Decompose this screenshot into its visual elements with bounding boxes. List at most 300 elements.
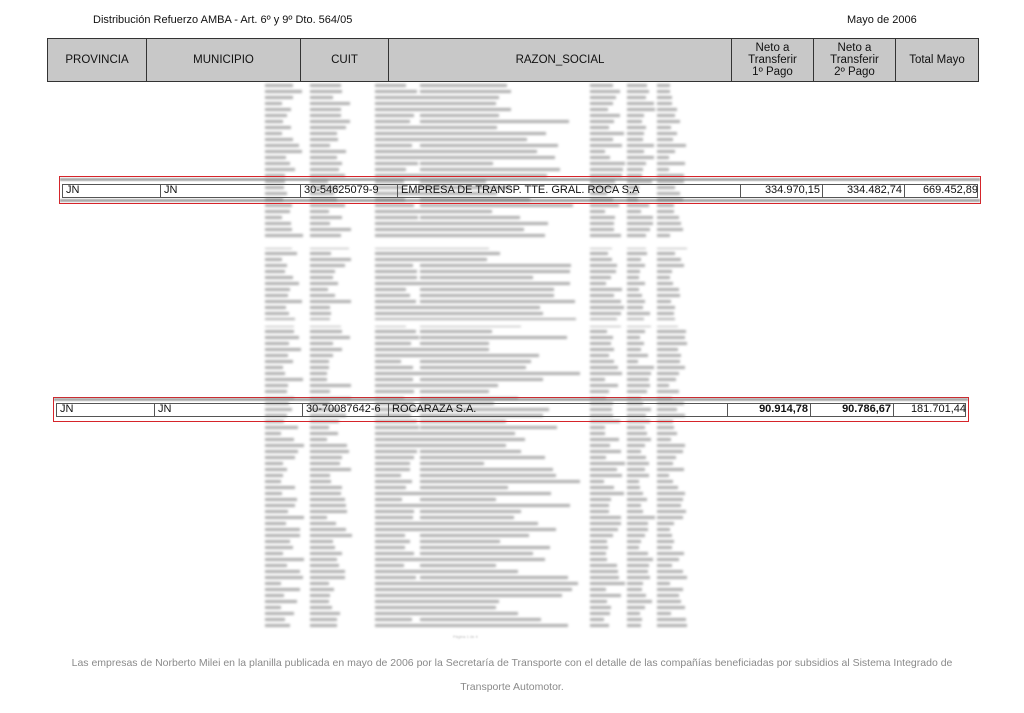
cell-neto-2: 90.786,67 xyxy=(810,404,895,416)
caption-line-1: Las empresas de Norberto Milei en la planilla publicada en mayo de 2006 por la Secretaría de Transporte con el detalle de las compañías beneficiadas por subsidios al Sistema Integrado de xyxy=(71,657,953,669)
scan-text-block xyxy=(265,150,302,153)
scan-text-block xyxy=(657,300,671,303)
scan-text-block xyxy=(310,348,342,351)
scan-row xyxy=(265,570,690,574)
scan-text-block xyxy=(590,486,614,489)
scan-text-block xyxy=(310,96,333,99)
scan-text-block xyxy=(627,138,643,141)
scan-text-block xyxy=(310,312,331,315)
scan-text-block xyxy=(627,144,654,147)
scan-text-block xyxy=(375,480,412,483)
scan-text-block xyxy=(310,270,335,273)
scan-text-block xyxy=(265,288,290,291)
scan-text-block xyxy=(420,96,499,99)
scan-text-block xyxy=(420,528,556,531)
scan-text-block xyxy=(265,114,287,117)
scan-text-block xyxy=(265,90,302,93)
scan-text-block xyxy=(265,156,286,159)
scan-row xyxy=(265,276,690,280)
scan-row xyxy=(265,228,690,232)
scan-text-block xyxy=(310,84,341,87)
image-caption xyxy=(0,651,1024,699)
scan-text-block xyxy=(265,330,294,333)
scan-text-block xyxy=(420,540,500,543)
scan-row xyxy=(265,444,690,448)
scan-text-block xyxy=(420,348,489,351)
scan-text-block xyxy=(657,90,670,93)
scan-text-block xyxy=(265,276,293,279)
scan-text-block xyxy=(590,282,606,285)
scan-text-block xyxy=(627,222,653,225)
scan-row xyxy=(265,492,690,496)
scan-text-block xyxy=(375,288,406,291)
header-neto-2-line-a: Neto a xyxy=(837,42,872,54)
scan-text-block xyxy=(310,108,341,111)
scan-row xyxy=(265,552,690,556)
scan-text-block xyxy=(627,156,654,159)
scan-text-block xyxy=(420,330,492,333)
scan-text-block xyxy=(265,558,304,561)
scan-text-block xyxy=(420,594,562,597)
scan-text-block xyxy=(590,444,610,447)
scan-text-block xyxy=(590,138,613,141)
scan-text-block xyxy=(375,348,422,351)
scan-text-block xyxy=(420,498,496,501)
scan-text-block xyxy=(420,168,560,171)
scan-text-block xyxy=(590,516,621,519)
scan-text-block xyxy=(590,606,611,609)
scan-text-block xyxy=(310,336,350,339)
scan-text-block xyxy=(375,474,401,477)
scan-text-block xyxy=(590,534,613,537)
scan-separator xyxy=(265,320,690,326)
scan-text-block xyxy=(590,108,608,111)
scan-row xyxy=(265,90,690,94)
scan-row xyxy=(265,84,690,88)
scan-text-block xyxy=(627,534,645,537)
cell-total: 669.452,89 xyxy=(904,185,982,197)
scan-text-block xyxy=(375,84,406,87)
scan-text-block xyxy=(310,504,346,507)
scan-text-block xyxy=(420,570,518,573)
scan-text-block xyxy=(265,258,282,261)
scan-text-block xyxy=(310,534,352,537)
scan-text-block xyxy=(375,534,405,537)
scan-text-block xyxy=(420,444,506,447)
scan-text-block xyxy=(590,528,618,531)
scan-text-block xyxy=(420,546,550,549)
scan-row xyxy=(265,270,690,274)
scan-text-block xyxy=(265,480,281,483)
scan-text-block xyxy=(265,492,282,495)
scan-text-block xyxy=(657,348,678,351)
scan-text-block xyxy=(310,288,328,291)
scan-text-block xyxy=(265,486,295,489)
scan-text-block xyxy=(310,576,345,579)
scan-text-block xyxy=(265,294,288,297)
header-total: Total Mayo xyxy=(896,39,979,82)
scan-text-block xyxy=(590,618,604,621)
scan-row xyxy=(265,516,690,520)
scan-text-block xyxy=(590,276,611,279)
scan-text-block xyxy=(590,498,611,501)
scan-text-block xyxy=(310,432,338,435)
scan-text-block xyxy=(420,372,580,375)
scan-text-block xyxy=(627,606,645,609)
scan-text-block xyxy=(265,138,293,141)
scan-text-block xyxy=(265,222,291,225)
scan-text-block xyxy=(657,480,673,483)
scan-text-block xyxy=(590,552,606,555)
scan-text-block xyxy=(420,156,555,159)
scan-text-block xyxy=(420,288,554,291)
scan-text-block xyxy=(657,216,679,219)
scan-row xyxy=(265,366,690,370)
scan-text-block xyxy=(657,432,677,435)
scan-row xyxy=(265,564,690,568)
scan-row xyxy=(265,132,690,136)
scan-text-block xyxy=(657,468,684,471)
scan-text-block xyxy=(627,96,646,99)
scan-text-block xyxy=(627,120,642,123)
scan-row xyxy=(265,456,690,460)
scan-text-block xyxy=(627,492,643,495)
scan-text-block xyxy=(657,594,679,597)
scan-text-block xyxy=(657,366,685,369)
scan-text-block xyxy=(420,360,531,363)
cell-cuit: 30-54625079-9 xyxy=(300,185,399,197)
scan-text-block xyxy=(265,372,285,375)
scan-text-block xyxy=(265,450,298,453)
scan-row xyxy=(265,528,690,532)
scan-text-block xyxy=(657,558,679,561)
scan-text-block xyxy=(265,426,298,429)
scan-text-block xyxy=(627,216,653,219)
scan-row xyxy=(265,162,690,166)
scan-text-block xyxy=(657,564,672,567)
cell-cuit: 30-70087642-6 xyxy=(302,404,390,416)
scan-text-block xyxy=(420,222,548,225)
header-neto-1-line-a: Neto a xyxy=(755,42,790,54)
scan-text-block xyxy=(420,534,529,537)
scan-text-block xyxy=(420,468,553,471)
scan-text-block xyxy=(375,384,424,387)
scan-row xyxy=(265,384,690,388)
scan-text-block xyxy=(657,612,671,615)
scan-row xyxy=(265,468,690,472)
scan-text-block xyxy=(375,450,417,453)
scan-text-block xyxy=(657,258,681,261)
scan-text-block xyxy=(627,354,648,357)
scan-text-block xyxy=(627,150,644,153)
scan-text-block xyxy=(420,300,575,303)
scan-text-block xyxy=(590,294,614,297)
scan-text-block xyxy=(375,546,405,549)
scan-text-block xyxy=(310,294,335,297)
scan-text-block xyxy=(265,546,293,549)
scan-text-block xyxy=(265,576,303,579)
scan-text-block xyxy=(590,84,613,87)
scan-text-block xyxy=(420,228,524,231)
scan-text-block xyxy=(310,612,340,615)
scan-text-block xyxy=(420,108,511,111)
scan-text-block xyxy=(265,348,301,351)
scan-text-block xyxy=(627,258,641,261)
scan-text-block xyxy=(265,204,292,207)
scan-text-block xyxy=(627,588,642,591)
scan-text-block xyxy=(627,570,648,573)
scan-text-block xyxy=(627,618,642,621)
scan-text-block xyxy=(627,384,650,387)
scan-text-block xyxy=(420,312,543,315)
scan-text-block xyxy=(627,480,639,483)
scan-text-block xyxy=(590,342,611,345)
scan-text-block xyxy=(420,90,511,93)
scan-text-block xyxy=(657,330,686,333)
scan-text-block xyxy=(310,330,342,333)
cell-provincia: JN xyxy=(66,184,80,196)
scan-text-block xyxy=(420,450,521,453)
scan-text-block xyxy=(590,252,608,255)
scan-text-block xyxy=(657,264,684,267)
scan-row xyxy=(265,210,690,214)
scan-text-block xyxy=(627,624,641,627)
scan-text-block xyxy=(420,84,507,87)
scan-text-block xyxy=(590,540,607,543)
scan-text-block xyxy=(375,300,416,303)
scan-text-block xyxy=(627,108,655,111)
scan-text-block xyxy=(590,144,622,147)
cell-razon-social: ROCARAZA S.A. xyxy=(388,404,729,416)
scan-row xyxy=(265,234,690,238)
scan-text-block xyxy=(310,156,337,159)
scan-text-block xyxy=(590,312,621,315)
table-header xyxy=(47,38,979,82)
scan-row xyxy=(265,498,690,502)
scan-text-block xyxy=(657,456,676,459)
scan-text-block xyxy=(627,84,647,87)
scan-text-block xyxy=(590,564,617,567)
scan-text-block xyxy=(310,306,330,309)
scan-text-block xyxy=(265,384,288,387)
scan-text-block xyxy=(265,354,288,357)
scan-text-block xyxy=(590,348,614,351)
scan-text-block xyxy=(590,492,624,495)
scan-text-block xyxy=(310,600,329,603)
scan-text-block xyxy=(657,108,677,111)
scan-text-block xyxy=(420,462,484,465)
scan-text-block xyxy=(375,150,426,153)
scan-row xyxy=(265,294,690,298)
scan-text-block xyxy=(420,576,568,579)
scan-text-block xyxy=(265,108,291,111)
scan-text-block xyxy=(657,282,673,285)
scan-text-block xyxy=(420,114,499,117)
scan-row xyxy=(265,450,690,454)
scan-text-block xyxy=(310,510,347,513)
scan-text-block xyxy=(657,486,678,489)
scan-text-block xyxy=(590,624,609,627)
scan-text-block xyxy=(310,570,345,573)
scan-text-block xyxy=(310,606,332,609)
scan-text-block xyxy=(265,540,290,543)
scan-text-block xyxy=(375,162,418,165)
page-number: Página 1 de 4 xyxy=(453,634,478,639)
scan-text-block xyxy=(265,534,300,537)
scan-text-block xyxy=(657,96,672,99)
scan-text-block xyxy=(590,168,623,171)
scan-text-block xyxy=(375,144,412,147)
scan-text-block xyxy=(420,270,570,273)
scan-row xyxy=(265,462,690,466)
scan-text-block xyxy=(590,270,616,273)
scan-text-block xyxy=(627,576,650,579)
scan-text-block xyxy=(627,294,642,297)
scan-row xyxy=(265,576,690,580)
scan-text-block xyxy=(590,384,618,387)
cell-razon-social: EMPRESA DE TRANSP. TTE. GRAL. ROCA S.A xyxy=(397,185,741,197)
scan-text-block xyxy=(265,252,297,255)
scan-text-block xyxy=(265,270,285,273)
scan-row xyxy=(265,288,690,292)
scan-text-block xyxy=(375,126,426,129)
scan-text-block xyxy=(265,162,290,165)
scan-text-block xyxy=(627,528,648,531)
scan-text-block xyxy=(310,582,329,585)
header-cuit: CUIT xyxy=(301,39,389,82)
scan-text-block xyxy=(627,546,639,549)
scan-text-block xyxy=(265,168,295,171)
scan-text-block xyxy=(265,300,302,303)
scan-text-block xyxy=(627,510,643,513)
scan-text-block xyxy=(627,522,648,525)
scan-text-block xyxy=(657,156,669,159)
scan-text-block xyxy=(265,216,282,219)
scan-text-block xyxy=(265,234,303,237)
scan-text-block xyxy=(657,588,683,591)
scan-text-block xyxy=(657,552,684,555)
scan-text-block xyxy=(657,168,669,171)
scan-text-block xyxy=(590,150,605,153)
scan-text-block xyxy=(590,456,606,459)
scan-text-block xyxy=(265,378,303,381)
scan-text-block xyxy=(590,462,625,465)
scan-text-block xyxy=(420,510,521,513)
scan-text-block xyxy=(657,528,670,531)
scan-text-block xyxy=(657,492,685,495)
scan-text-block xyxy=(590,258,612,261)
scan-text-block xyxy=(310,300,351,303)
scan-row xyxy=(265,150,690,154)
scan-row xyxy=(265,582,690,586)
scan-text-block xyxy=(265,438,294,441)
scan-text-block xyxy=(310,150,346,153)
scan-text-block xyxy=(310,162,342,165)
scan-row xyxy=(265,378,690,382)
ghost-row-below xyxy=(60,199,980,202)
scan-text-block xyxy=(375,468,410,471)
scan-text-block xyxy=(265,522,286,525)
scan-text-block xyxy=(420,276,533,279)
scan-text-block xyxy=(310,480,331,483)
scan-text-block xyxy=(627,552,648,555)
scan-text-block xyxy=(657,150,675,153)
scan-text-block xyxy=(375,216,418,219)
scan-text-block xyxy=(375,264,413,267)
scan-text-block xyxy=(375,426,419,429)
scan-text-block xyxy=(265,228,292,231)
scan-text-block xyxy=(590,612,610,615)
scan-row xyxy=(265,606,690,610)
scan-text-block xyxy=(310,138,338,141)
scan-row xyxy=(265,354,690,358)
scan-text-block xyxy=(627,366,654,369)
scan-text-block xyxy=(657,126,671,129)
scan-text-block xyxy=(627,474,649,477)
scan-text-block xyxy=(657,84,670,87)
table-row xyxy=(56,403,966,417)
scan-text-block xyxy=(265,126,291,129)
scan-text-block xyxy=(627,264,645,267)
header-neto-1 xyxy=(732,39,814,82)
scan-text-block xyxy=(310,282,338,285)
scan-text-block xyxy=(310,546,335,549)
scan-text-block xyxy=(375,552,414,555)
scan-text-block xyxy=(265,468,287,471)
scan-text-block xyxy=(375,336,419,339)
scan-text-block xyxy=(657,582,670,585)
scan-row xyxy=(265,480,690,484)
scan-text-block xyxy=(657,522,674,525)
scan-row xyxy=(265,426,690,430)
scan-text-block xyxy=(310,252,331,255)
scan-text-block xyxy=(590,264,617,267)
scan-text-block xyxy=(375,168,406,171)
scan-text-block xyxy=(310,618,337,621)
scan-text-block xyxy=(657,354,681,357)
scan-text-block xyxy=(627,594,646,597)
scan-text-block xyxy=(265,498,297,501)
scan-row xyxy=(265,612,690,616)
scan-text-block xyxy=(265,444,304,447)
scan-text-block xyxy=(657,600,681,603)
scan-text-block xyxy=(265,504,295,507)
scan-text-block xyxy=(657,474,669,477)
scan-text-block xyxy=(627,486,640,489)
scan-text-block xyxy=(420,456,545,459)
scan-text-block xyxy=(420,582,578,585)
scan-row xyxy=(265,534,690,538)
scan-text-block xyxy=(310,114,341,117)
scan-text-block xyxy=(657,534,672,537)
scan-row xyxy=(265,120,690,124)
scan-row xyxy=(265,336,690,340)
scan-row xyxy=(265,216,690,220)
scan-text-block xyxy=(627,126,646,129)
scan-text-block xyxy=(375,258,421,261)
scan-text-block xyxy=(420,606,496,609)
scan-text-block xyxy=(310,102,350,105)
scan-text-block xyxy=(375,606,425,609)
scan-text-block xyxy=(657,546,672,549)
scan-text-block xyxy=(420,234,545,237)
scan-text-block xyxy=(265,624,290,627)
scan-text-block xyxy=(657,138,673,141)
scan-text-block xyxy=(657,306,675,309)
scan-text-block xyxy=(420,600,499,603)
header-municipio: MUNICIPIO xyxy=(147,39,301,82)
scan-text-block xyxy=(627,288,639,291)
